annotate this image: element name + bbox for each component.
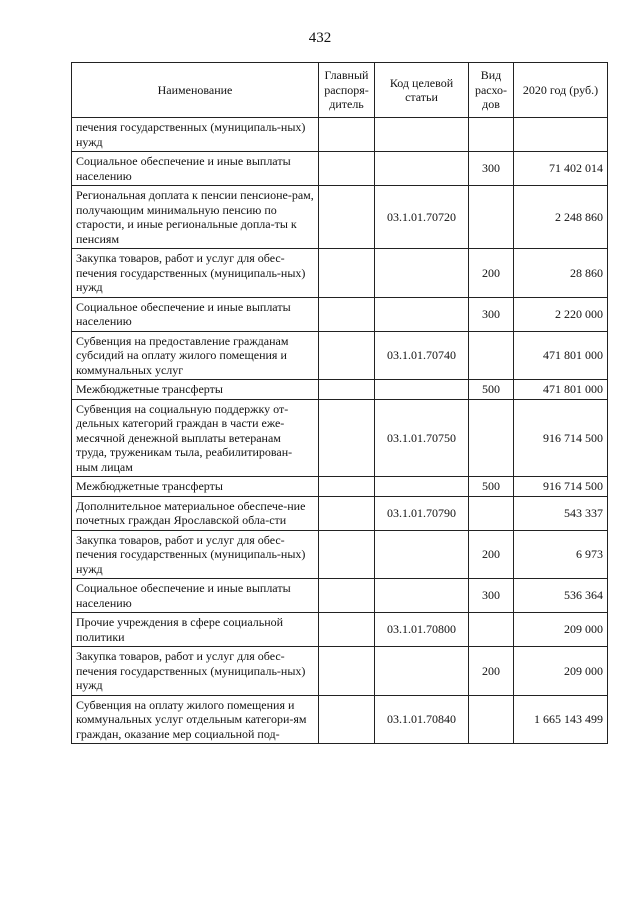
cell-type: 300 bbox=[469, 579, 514, 613]
cell-main bbox=[319, 496, 375, 530]
cell-amount: 2 220 000 bbox=[514, 297, 608, 331]
cell-name: Субвенция на социальную поддержку от-дельных категорий граждан в части еже-месячной денежной выплаты ветеранам труда, труженикам тыла, реабилитирован-ным лицам bbox=[72, 399, 319, 477]
cell-code: 03.1.01.70720 bbox=[375, 186, 469, 249]
cell-name: Межбюджетные трансферты bbox=[72, 380, 319, 400]
cell-main bbox=[319, 647, 375, 696]
cell-type: 300 bbox=[469, 152, 514, 186]
page-number: 432 bbox=[308, 30, 332, 46]
cell-main bbox=[319, 249, 375, 298]
cell-amount: 471 801 000 bbox=[514, 331, 608, 380]
cell-type: 200 bbox=[469, 530, 514, 579]
cell-type bbox=[469, 613, 514, 647]
table-row bbox=[72, 496, 608, 530]
cell-amount: 209 000 bbox=[514, 613, 608, 647]
cell-main bbox=[319, 477, 375, 497]
table-row bbox=[72, 152, 608, 186]
cell-amount: 28 860 bbox=[514, 249, 608, 298]
cell-amount: 71 402 014 bbox=[514, 152, 608, 186]
cell-main bbox=[319, 118, 375, 152]
cell-main bbox=[319, 331, 375, 380]
cell-main bbox=[319, 530, 375, 579]
cell-amount: 916 714 500 bbox=[514, 477, 608, 497]
header-main-manager: Главный распоря-дитель bbox=[319, 63, 375, 118]
cell-name: печения государственных (муниципаль-ных) нужд bbox=[72, 118, 319, 152]
budget-table bbox=[71, 62, 608, 744]
cell-code: 03.1.01.70750 bbox=[375, 399, 469, 477]
cell-code bbox=[375, 380, 469, 400]
table-row bbox=[72, 380, 608, 400]
cell-amount: 6 973 bbox=[514, 530, 608, 579]
cell-code bbox=[375, 477, 469, 497]
cell-code: 03.1.01.70790 bbox=[375, 496, 469, 530]
cell-main bbox=[319, 695, 375, 744]
cell-name: Дополнительное материальное обеспече-ние почетных граждан Ярославской обла-сти bbox=[72, 496, 319, 530]
table-header-row bbox=[72, 63, 608, 118]
header-expense-type: Вид расхо-дов bbox=[469, 63, 514, 118]
cell-name: Социальное обеспечение и иные выплаты населению bbox=[72, 297, 319, 331]
cell-code bbox=[375, 249, 469, 298]
table-row bbox=[72, 186, 608, 249]
cell-type: 500 bbox=[469, 477, 514, 497]
cell-type: 200 bbox=[469, 647, 514, 696]
cell-name: Социальное обеспечение и иные выплаты населению bbox=[72, 152, 319, 186]
cell-amount: 543 337 bbox=[514, 496, 608, 530]
cell-type: 300 bbox=[469, 297, 514, 331]
cell-code bbox=[375, 118, 469, 152]
cell-type bbox=[469, 695, 514, 744]
cell-name: Закупка товаров, работ и услуг для обес-печения государственных (муниципаль-ных) нужд bbox=[72, 530, 319, 579]
cell-main bbox=[319, 297, 375, 331]
cell-code: 03.1.01.70840 bbox=[375, 695, 469, 744]
cell-code bbox=[375, 647, 469, 696]
cell-name: Социальное обеспечение и иные выплаты населению bbox=[72, 579, 319, 613]
cell-type: 200 bbox=[469, 249, 514, 298]
cell-type: 500 bbox=[469, 380, 514, 400]
table-row bbox=[72, 249, 608, 298]
header-target-code: Код целевой статьи bbox=[375, 63, 469, 118]
cell-name: Закупка товаров, работ и услуг для обес-печения государственных (муниципаль-ных) нужд bbox=[72, 249, 319, 298]
cell-amount: 1 665 143 499 bbox=[514, 695, 608, 744]
cell-type bbox=[469, 186, 514, 249]
cell-main bbox=[319, 152, 375, 186]
cell-main bbox=[319, 186, 375, 249]
cell-name: Субвенция на предоставление гражданам субсидий на оплату жилого помещения и коммунальных услуг bbox=[72, 331, 319, 380]
table-row bbox=[72, 297, 608, 331]
cell-main bbox=[319, 613, 375, 647]
cell-type bbox=[469, 399, 514, 477]
cell-amount: 536 364 bbox=[514, 579, 608, 613]
table-row bbox=[72, 399, 608, 477]
header-name: Наименование bbox=[72, 63, 319, 118]
table-row bbox=[72, 695, 608, 744]
table-row bbox=[72, 477, 608, 497]
cell-type bbox=[469, 331, 514, 380]
cell-name: Закупка товаров, работ и услуг для обес-печения государственных (муниципаль-ных) нужд bbox=[72, 647, 319, 696]
table-row bbox=[72, 530, 608, 579]
cell-amount: 209 000 bbox=[514, 647, 608, 696]
cell-code bbox=[375, 152, 469, 186]
cell-amount: 2 248 860 bbox=[514, 186, 608, 249]
cell-name: Межбюджетные трансферты bbox=[72, 477, 319, 497]
cell-amount: 916 714 500 bbox=[514, 399, 608, 477]
cell-name: Субвенция на оплату жилого помещения и коммунальных услуг отдельным категори-ям граждан, оказание мер социальной под- bbox=[72, 695, 319, 744]
cell-main bbox=[319, 399, 375, 477]
cell-type bbox=[469, 496, 514, 530]
cell-code: 03.1.01.70740 bbox=[375, 331, 469, 380]
cell-type bbox=[469, 118, 514, 152]
table-row bbox=[72, 118, 608, 152]
cell-code: 03.1.01.70800 bbox=[375, 613, 469, 647]
table-body bbox=[72, 118, 608, 744]
header-amount: 2020 год (руб.) bbox=[514, 63, 608, 118]
cell-amount bbox=[514, 118, 608, 152]
cell-name: Прочие учреждения в сфере социальной политики bbox=[72, 613, 319, 647]
cell-code bbox=[375, 297, 469, 331]
cell-amount: 471 801 000 bbox=[514, 380, 608, 400]
table-row bbox=[72, 331, 608, 380]
cell-main bbox=[319, 380, 375, 400]
table-row bbox=[72, 613, 608, 647]
cell-name: Региональная доплата к пенсии пенсионе-рам, получающим минимальную пенсию по старости, и иные региональные допла-ты к пенсиям bbox=[72, 186, 319, 249]
cell-code bbox=[375, 579, 469, 613]
table-row bbox=[72, 579, 608, 613]
table-row bbox=[72, 647, 608, 696]
cell-main bbox=[319, 579, 375, 613]
cell-code bbox=[375, 530, 469, 579]
